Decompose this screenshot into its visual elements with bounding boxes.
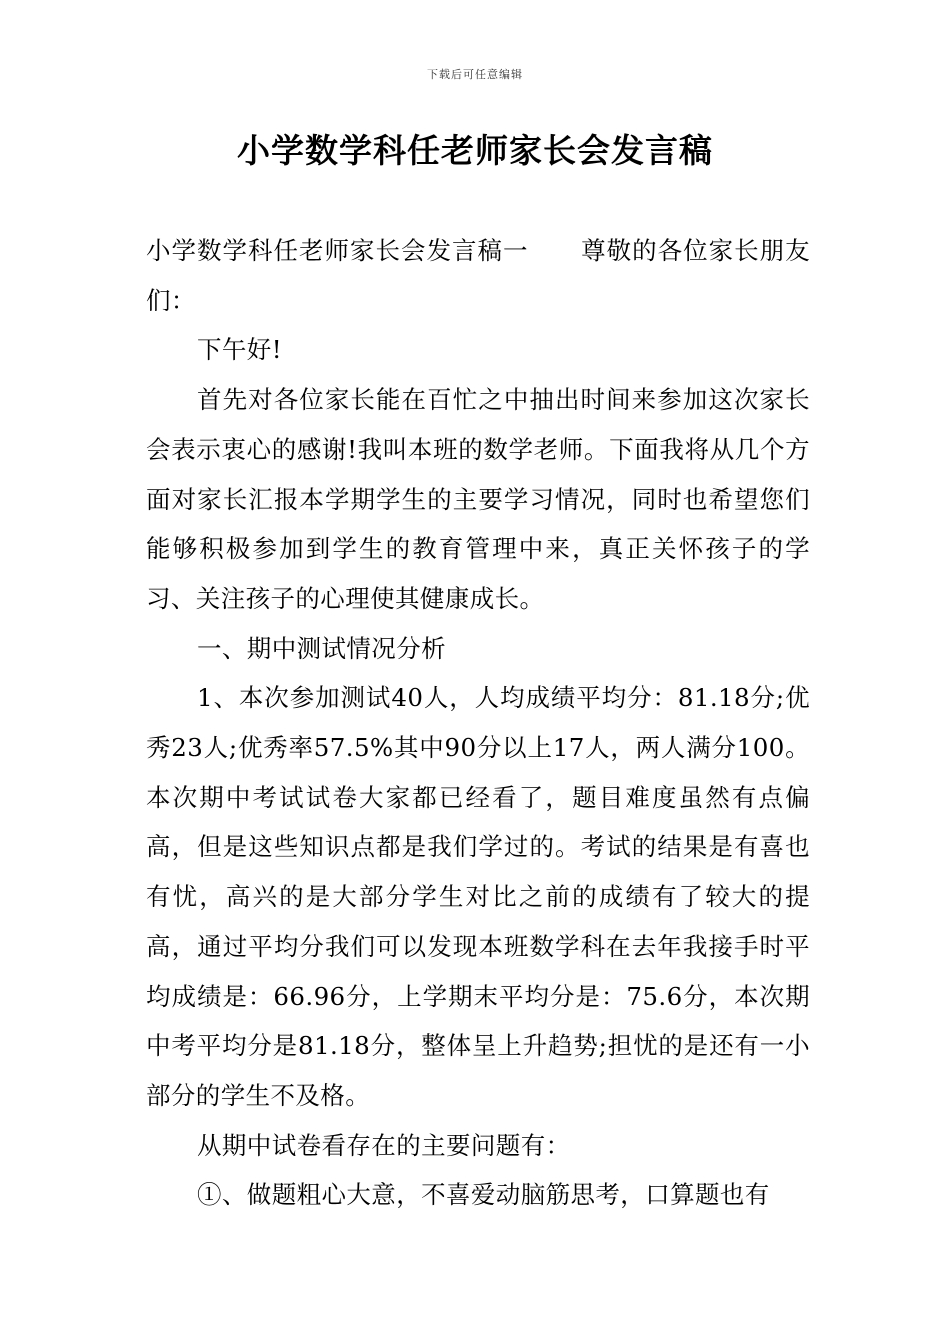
- paragraph-greeting: 下午好!: [197, 335, 282, 365]
- intro-title-text: 小学数学科任老师家长会发言稿一: [146, 236, 529, 265]
- paragraph-problem-1: ①、做题粗心大意，不喜爱动脑筋思考，口算题也有: [197, 1180, 770, 1210]
- paragraph-test-results: 1、本次参加测试40人，人均成绩平均分：81.18分;优秀23人;优秀率57.5%其中90分以上17人，两人满分100。本次期中考试试卷大家都已经看了，题目难度虽然有点偏高，但是这些知识点都是我们学过的。考试的结果是有喜也有忧，高兴的是大部分学生对比之前的成绩有了较大的提高，通过平均分我们可以发现本班数学科在去年我接手时平均成绩是：66.96分，上学期末平均分是：75.6分，本次期中考平均分是81.18分，整体呈上升趋势;担忧的是还有一小部分的学生不及格。: [146, 683, 810, 1110]
- header-note: 下载后可任意编辑: [427, 68, 523, 81]
- section-heading: 一、期中测试情况分析: [197, 633, 446, 663]
- intro-paragraph: [146, 226, 810, 325]
- paragraph-thanks: 首先对各位家长能在百忙之中抽出时间来参加这次家长会表示衷心的感谢!我叫本班的数学老师。下面我将从几个方面对家长汇报本学期学生的主要学习情况，同时也希望您们能够积极参加到学生的教育管理中来，真正关怀孩子的学习、关注孩子的心理使其健康成长。: [146, 385, 810, 613]
- document-title: 小学数学科任老师家长会发言稿: [237, 131, 713, 170]
- paragraph-problems-intro: 从期中试卷看存在的主要问题有：: [197, 1130, 571, 1160]
- intro-greeting-text: 尊敬的各位家长朋友们：: [146, 236, 810, 315]
- document-body: [146, 226, 810, 1220]
